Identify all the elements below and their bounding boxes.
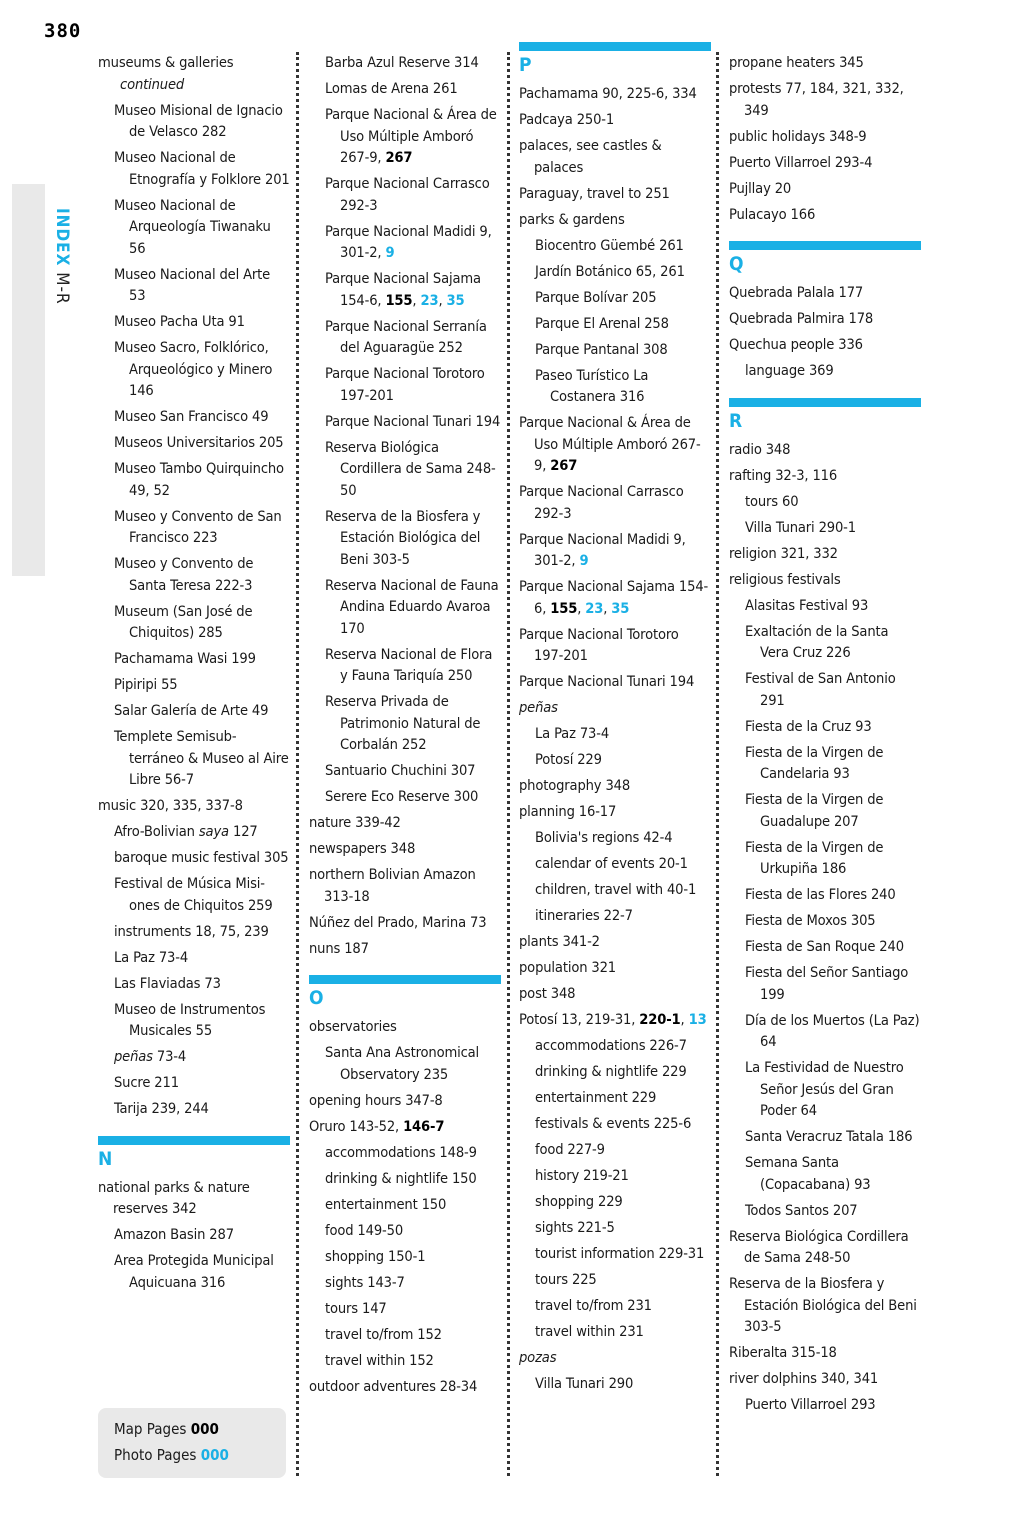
index-subentry: Tarija 239, 244 bbox=[114, 1100, 209, 1117]
index-entry: Núñez del Prado, Marina 73 bbox=[309, 913, 487, 931]
letter-heading-q bbox=[729, 241, 921, 276]
index-entry: museums & galleries continued bbox=[98, 54, 234, 93]
index-subentry: accommodations 226-7 bbox=[535, 1037, 687, 1054]
index-subentry: Parque Nacional Serranía del Aguaragüe 252 bbox=[325, 317, 487, 356]
index-entry: Reserva Biológica Cordillera de Sama 248-50 bbox=[729, 1227, 909, 1266]
index-subentry: Reserva de la Biosfera y Estación Biológica del Beni 303-5 bbox=[325, 507, 481, 568]
index-subentry: language 369 bbox=[745, 362, 834, 379]
index-subentry: festivals & events 225-6 bbox=[535, 1115, 692, 1132]
index-entry: Parque Nacional Tunari 194 bbox=[519, 673, 695, 690]
index-column-2 bbox=[309, 52, 501, 1402]
section-tab bbox=[12, 184, 45, 576]
photo-pages-label: Photo Pages bbox=[114, 1446, 197, 1464]
index-subentry: Amazon Basin 287 bbox=[114, 1226, 234, 1243]
index-subentry: Museos Universitarios 205 bbox=[114, 434, 284, 451]
index-subentry: tours 225 bbox=[535, 1271, 597, 1288]
index-subentry: Reserva Nacional de Fauna Andina Eduardo Avaroa 170 bbox=[325, 576, 499, 637]
index-entry: photography 348 bbox=[519, 777, 631, 794]
index-subentry: Festival de San Antonio 291 bbox=[745, 670, 896, 709]
index-subentry: Parque Nacional Sajama 154-6, 155, 23, 35 bbox=[325, 270, 481, 309]
index-entry: outdoor adventures 28-34 bbox=[309, 1377, 478, 1395]
index-entry: Quechua people 336 bbox=[729, 336, 863, 353]
index-subentry: Salar Galería de Arte 49 bbox=[114, 702, 269, 719]
index-entry: newspapers 348 bbox=[309, 840, 416, 857]
index-subentry: Parque Nacional Carrasco 292-3 bbox=[325, 175, 490, 214]
letter-label: P bbox=[519, 54, 532, 76]
index-entry: population 321 bbox=[519, 959, 616, 976]
index-entry: palaces, see castles & palaces bbox=[519, 137, 662, 176]
column-divider bbox=[507, 52, 510, 1476]
index-subentry: Villa Tunari 290 bbox=[535, 1375, 634, 1392]
index-subentry: Bolivia's regions 42-4 bbox=[535, 829, 673, 846]
index-entry: propane heaters 345 bbox=[729, 54, 864, 71]
index-subentry: Museo Nacional del Arte 53 bbox=[114, 265, 271, 304]
index-subentry: Fiesta de la Virgen de Guadalupe 207 bbox=[745, 791, 884, 830]
index-subentry: Museum (San José de Chiquitos) 285 bbox=[114, 602, 253, 641]
index-subentry: travel to/from 152 bbox=[325, 1325, 442, 1343]
index-entry: music 320, 335, 337-8 bbox=[98, 797, 243, 814]
section-label-range: M-R bbox=[52, 272, 72, 305]
letter-heading-p bbox=[519, 42, 711, 77]
index-entry: Paraguay, travel to 251 bbox=[519, 184, 670, 202]
index-subentry: La Festividad de Nuestro Señor Jesús del Gran Poder 64 bbox=[745, 1059, 904, 1119]
index-subentry: Día de los Muertos (La Paz) 64 bbox=[745, 1011, 920, 1050]
index-subentry: accommodations 148-9 bbox=[325, 1143, 477, 1161]
index-subentry: Templete Semisub-terráneo & Museo al Aire Libre 56-7 bbox=[114, 728, 289, 788]
index-subentry: Biocentro Güembé 261 bbox=[535, 236, 684, 254]
index-subentry: food 149-50 bbox=[325, 1221, 404, 1239]
index-subentry: drinking & nightlife 229 bbox=[535, 1063, 687, 1080]
page-number: 380 bbox=[44, 20, 82, 42]
index-subentry: Reserva Biológica Cordillera de Sama 248-50 bbox=[325, 438, 496, 499]
index-subentry: Todos Santos 207 bbox=[745, 1201, 858, 1219]
letter-label: N bbox=[98, 1147, 113, 1170]
index-subentry: Fiesta de las Flores 240 bbox=[745, 886, 896, 903]
index-subentry: calendar of events 20-1 bbox=[535, 855, 688, 872]
index-column-1 bbox=[98, 52, 290, 1298]
index-subentry: travel within 152 bbox=[325, 1351, 434, 1369]
letter-bar bbox=[98, 1136, 290, 1145]
index-subentry: Fiesta de la Cruz 93 bbox=[745, 717, 872, 735]
index-subentry: Jardín Botánico 65, 261 bbox=[535, 262, 685, 280]
index-subentry: Festival de Música Misi-ones de Chiquitos 259 bbox=[114, 875, 273, 914]
index-entry: rafting 32-3, 116 bbox=[729, 466, 838, 484]
index-entry: Reserva de la Biosfera y Estación Biológica del Beni 303-5 bbox=[729, 1275, 917, 1335]
index-subentry: Parque Pantanal 308 bbox=[535, 340, 668, 358]
index-subentry: Parque Nacional Tunari 194 bbox=[325, 412, 501, 430]
index-subentry: peñas 73-4 bbox=[114, 1048, 187, 1065]
index-entry: nature 339-42 bbox=[309, 814, 401, 831]
index-subentry: Museo de Instrumentos Musicales 55 bbox=[114, 1000, 266, 1039]
index-entry: Parque Nacional Sajama 154-6, 155, 23, 35 bbox=[519, 578, 709, 617]
index-subentry: Pipiripi 55 bbox=[114, 676, 178, 693]
index-subentry: Museo Misional de Ignacio de Velasco 282 bbox=[114, 101, 283, 140]
index-entry: Pujllay 20 bbox=[729, 179, 792, 197]
index-subentry: Museo Pacha Uta 91 bbox=[114, 313, 245, 330]
index-subentry: tours 60 bbox=[745, 492, 799, 510]
index-entry: observatories bbox=[309, 1018, 397, 1035]
index-subentry: Fiesta de San Roque 240 bbox=[745, 938, 904, 955]
section-label bbox=[52, 208, 72, 305]
index-entry: Parque Nacional Carrasco 292-3 bbox=[519, 483, 684, 522]
index-subentry: travel within 231 bbox=[535, 1323, 644, 1340]
index-subentry: Paseo Turístico La Costanera 316 bbox=[535, 366, 649, 405]
index-entry: opening hours 347-8 bbox=[309, 1091, 443, 1109]
index-entry: protests 77, 184, 321, 332, 349 bbox=[729, 80, 904, 119]
index-subentry: La Paz 73-4 bbox=[114, 948, 189, 966]
letter-label: R bbox=[729, 409, 743, 432]
photo-pages-legend bbox=[114, 1446, 229, 1464]
letter-heading-o bbox=[309, 975, 501, 1010]
index-subentry: Potosí 229 bbox=[535, 751, 602, 768]
index-entry: Parque Nacional Torotoro 197-201 bbox=[519, 625, 679, 664]
index-subentry: Museo Nacional de Etnografía y Folklore 201 bbox=[114, 149, 290, 188]
index-subentry: Museo Sacro, Folklórico, Arqueológico y Minero 146 bbox=[114, 339, 273, 399]
index-entry: radio 348 bbox=[729, 440, 791, 458]
index-subentry: Museo Nacional de Arqueología Tiwanaku 56 bbox=[114, 196, 271, 257]
index-entry: parks & gardens bbox=[519, 210, 625, 228]
index-entry: religious festivals bbox=[729, 570, 841, 588]
index-entry: Padcaya 250-1 bbox=[519, 111, 615, 128]
index-subentry: Santa Ana Astronomical Observatory 235 bbox=[325, 1044, 480, 1083]
index-subentry: tourist information 229-31 bbox=[535, 1245, 705, 1262]
index-subentry: Pachamama Wasi 199 bbox=[114, 650, 256, 667]
index-subentry: Villa Tunari 290-1 bbox=[745, 518, 856, 536]
index-entry: pozas bbox=[519, 1349, 557, 1366]
index-subentry: sights 221-5 bbox=[535, 1219, 615, 1236]
index-subentry: Fiesta del Señor Santiago 199 bbox=[745, 964, 909, 1003]
index-entry: peñas bbox=[519, 699, 558, 716]
index-subentry: La Paz 73-4 bbox=[535, 725, 610, 742]
index-subentry: Reserva Nacional de Flora y Fauna Tariquía 250 bbox=[325, 645, 493, 684]
index-subentry: drinking & nightlife 150 bbox=[325, 1169, 477, 1187]
index-entry: Quebrada Palala 177 bbox=[729, 284, 864, 301]
index-subentry: Parque Nacional & Área de Uso Múltiple Amboró 267-9, 267 bbox=[325, 106, 497, 166]
index-subentry: Parque Nacional Madidi 9, 301-2, 9 bbox=[325, 222, 492, 261]
index-entry: national parks & nature reserves 342 bbox=[98, 1178, 250, 1217]
letter-bar bbox=[309, 975, 501, 984]
index-subentry: baroque music festival 305 bbox=[114, 849, 289, 866]
index-subentry: Reserva Privada de Patrimonio Natural de Corbalán 252 bbox=[325, 693, 481, 753]
letter-label: O bbox=[309, 987, 324, 1009]
index-subentry: shopping 150-1 bbox=[325, 1247, 426, 1265]
index-subentry: food 227-9 bbox=[535, 1141, 605, 1158]
index-subentry: Santuario Chuchini 307 bbox=[325, 762, 476, 779]
index-entry: Oruro 143-52, 146-7 bbox=[309, 1117, 445, 1135]
letter-label: Q bbox=[729, 253, 744, 275]
index-subentry: travel to/from 231 bbox=[535, 1297, 652, 1314]
index-subentry: Museo y Convento de San Francisco 223 bbox=[114, 507, 282, 546]
index-column-3 bbox=[519, 52, 711, 1399]
index-subentry: shopping 229 bbox=[535, 1193, 623, 1210]
letter-heading-r bbox=[729, 398, 921, 433]
photo-pages-value: 000 bbox=[200, 1446, 229, 1464]
index-entry: planning 16-17 bbox=[519, 803, 617, 820]
index-subentry: Area Protegida Municipal Aquicuana 316 bbox=[114, 1252, 274, 1291]
index-subentry: Puerto Villarroel 293 bbox=[745, 1396, 876, 1413]
letter-bar bbox=[729, 241, 921, 250]
index-entry: Pulacayo 166 bbox=[729, 205, 816, 223]
section-label-index: INDEX bbox=[52, 208, 72, 267]
index-subentry: Serere Eco Reserve 300 bbox=[325, 788, 479, 805]
index-entry: religion 321, 332 bbox=[729, 544, 838, 562]
index-entry: Pachamama 90, 225-6, 334 bbox=[519, 85, 697, 102]
index-subentry: Alasitas Festival 93 bbox=[745, 596, 869, 614]
index-subentry: Museo Tambo Quirquincho 49, 52 bbox=[114, 460, 284, 499]
index-subentry: Museo y Convento de Santa Teresa 222-3 bbox=[114, 555, 254, 594]
index-subentry: Museo San Francisco 49 bbox=[114, 408, 269, 425]
column-divider bbox=[296, 52, 299, 1476]
index-subentry: Sucre 211 bbox=[114, 1074, 179, 1091]
index-entry: Parque Nacional & Área de Uso Múltiple Amboró 267-9, 267 bbox=[519, 414, 701, 474]
index-subentry: Santa Veracruz Tatala 186 bbox=[745, 1128, 913, 1145]
index-entry: Puerto Villarroel 293-4 bbox=[729, 153, 873, 171]
index-subentry: instruments 18, 75, 239 bbox=[114, 922, 269, 940]
index-subentry: tours 147 bbox=[325, 1299, 387, 1317]
index-subentry: Fiesta de la Virgen de Urkupiña 186 bbox=[745, 838, 884, 877]
index-subentry: Lomas de Arena 261 bbox=[325, 80, 458, 97]
index-subentry: children, travel with 40-1 bbox=[535, 881, 697, 898]
letter-bar bbox=[729, 398, 921, 407]
index-subentry: Parque Nacional Torotoro 197-201 bbox=[325, 365, 485, 404]
index-entry: Parque Nacional Madidi 9, 301-2, 9 bbox=[519, 530, 686, 569]
index-subentry: Semana Santa (Copacabana) 93 bbox=[745, 1154, 871, 1193]
index-entry: nuns 187 bbox=[309, 939, 369, 957]
index-entry: northern Bolivian Amazon 313-18 bbox=[309, 866, 476, 905]
index-entry: plants 341-2 bbox=[519, 933, 600, 950]
index-column-4 bbox=[729, 52, 921, 1420]
index-subentry: Fiesta de la Virgen de Candelaria 93 bbox=[745, 743, 884, 782]
index-subentry: Parque Bolívar 205 bbox=[535, 288, 657, 306]
index-subentry: entertainment 150 bbox=[325, 1195, 447, 1213]
index-subentry: entertainment 229 bbox=[535, 1089, 657, 1106]
index-entry: Potosí 13, 219-31, 220-1, 13 bbox=[519, 1011, 707, 1028]
letter-bar bbox=[519, 42, 711, 51]
index-entry: Riberalta 315-18 bbox=[729, 1344, 837, 1361]
index-subentry: history 219-21 bbox=[535, 1167, 629, 1184]
index-subentry: sights 143-7 bbox=[325, 1273, 405, 1291]
page-legend bbox=[98, 1408, 286, 1478]
map-pages-legend bbox=[114, 1420, 219, 1438]
letter-heading-n bbox=[98, 1136, 290, 1171]
column-divider bbox=[716, 52, 719, 1476]
index-subentry: Parque El Arenal 258 bbox=[535, 314, 669, 332]
index-subentry: Afro-Bolivian saya 127 bbox=[114, 823, 258, 840]
index-entry: river dolphins 340, 341 bbox=[729, 1370, 879, 1387]
index-entry: post 348 bbox=[519, 985, 576, 1002]
index-subentry: Exaltación de la Santa Vera Cruz 226 bbox=[745, 622, 889, 661]
index-subentry: Barba Azul Reserve 314 bbox=[325, 54, 479, 71]
index-entry: public holidays 348-9 bbox=[729, 127, 867, 145]
index-subentry: Fiesta de Moxos 305 bbox=[745, 912, 876, 929]
index-subentry: Las Flaviadas 73 bbox=[114, 974, 221, 992]
map-pages-value: 000 bbox=[190, 1420, 219, 1438]
index-subentry: itineraries 22-7 bbox=[535, 907, 633, 924]
map-pages-label: Map Pages bbox=[114, 1420, 187, 1438]
index-entry: Quebrada Palmira 178 bbox=[729, 310, 874, 327]
